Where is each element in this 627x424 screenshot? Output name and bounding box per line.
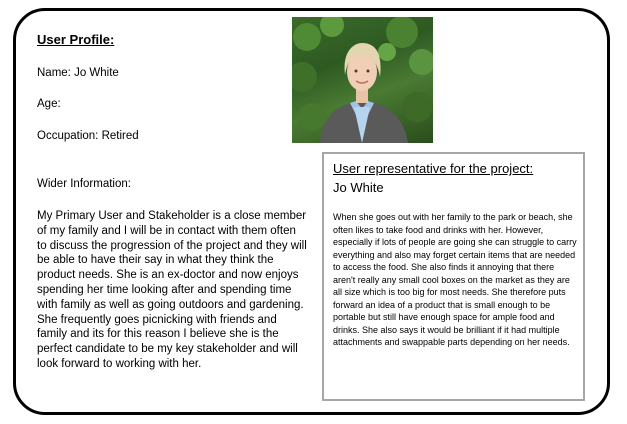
profile-heading: User Profile: bbox=[37, 32, 115, 47]
occupation-field: Occupation: Retired bbox=[37, 130, 139, 142]
representative-title: User representative for the project: bbox=[333, 161, 534, 176]
name-field: Name: Jo White bbox=[37, 67, 119, 79]
person-portrait-icon bbox=[292, 17, 433, 143]
representative-text: When she goes out with her family to the park or beach, she often likes to take food and drinks with her. However, especially if lots of people are going she can struggle to carry everything and also may forget certain items that are needed to access the food. She also finds it annoying that there aren't really any small cool boxes on the market as they are all size which is too big for most needs. She therefore puts forward an idea of a product that is small enough to be portable but still have enough space for ample food and drinks. She also says it would be brilliant if it had multiple attachments and swappable parts depending on her needs. bbox=[333, 212, 577, 347]
wider-info-label: Wider Information: bbox=[37, 178, 131, 190]
wider-info-text: My Primary User and Stakeholder is a close member of my family and I will be in contact with them often to discuss the progression of the project and they will be able to have their say in what they think the product needs. She is an ex-doctor and now enjoys spending her time looking after and spending time with family as well as going outdoors and gardening. She frequently goes picnicking with friends and family and its for this reason I believe she is the perfect candidate to be my key stakeholder and will look forward to working with her. bbox=[37, 210, 307, 370]
representative-name: Jo White bbox=[333, 180, 384, 195]
user-photo bbox=[292, 17, 433, 143]
age-field: Age: bbox=[37, 98, 61, 110]
representative-box bbox=[322, 152, 585, 401]
